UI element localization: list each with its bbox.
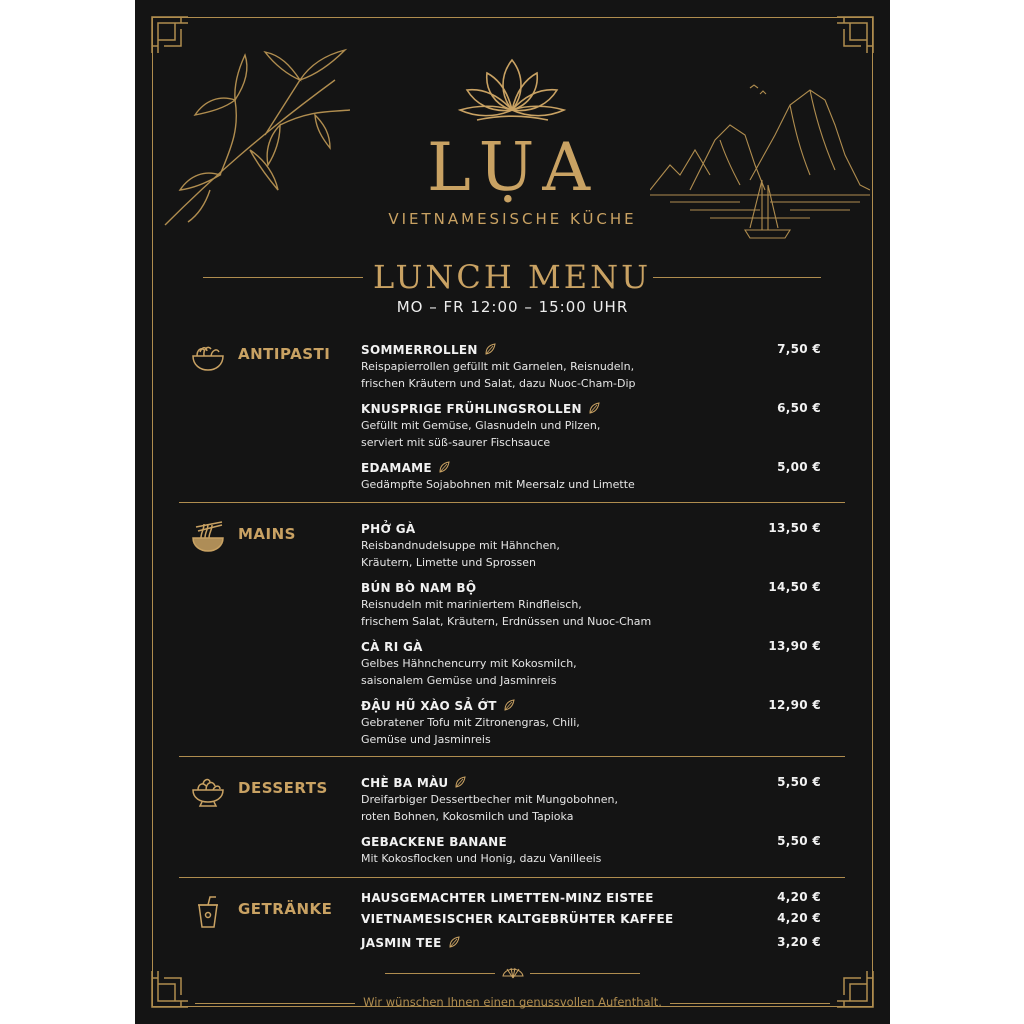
corner-ornament-top-right: [836, 16, 874, 54]
footer-rule-right: [670, 1003, 830, 1004]
item-price: 3,20 €: [777, 935, 821, 949]
item-name: EDAMAME: [361, 460, 825, 476]
menu-item-bun-bo-nam-bo: [361, 580, 825, 630]
menu-item-edamame: [361, 460, 825, 494]
menu-item-gebackene-banane: [361, 834, 825, 868]
vegan-leaf-icon: [503, 699, 515, 711]
drink-cup-icon: [190, 893, 226, 929]
section-divider: [179, 502, 845, 503]
footer-ornament-line-left: [385, 973, 495, 974]
footer-ornament-line-right: [530, 973, 640, 974]
item-name: CHÈ BA MÀU: [361, 775, 825, 791]
item-name: VIETNAMESISCHER KALTGEBRÜHTER KAFFEE: [361, 912, 674, 926]
category-label-mains: MAINS: [238, 525, 296, 543]
item-price: 5,50 €: [777, 834, 821, 848]
item-description: Mit Kokosflocken und Honig, dazu Vanilleeis: [361, 852, 602, 865]
menu-title-row: [203, 259, 821, 299]
item-description: Reisbandnudelsuppe mit Hähnchen, Kräutern, Limette und Sprossen: [361, 539, 560, 569]
footer-ornament: [385, 963, 640, 983]
item-price: 13,90 €: [768, 639, 821, 653]
item-description: Gebratener Tofu mit Zitronengras, Chili, Gemüse und Jasminreis: [361, 716, 580, 746]
fan-icon: [501, 964, 525, 980]
footer-message: Wir wünschen Ihnen einen genussvollen Aufenthalt.: [363, 995, 662, 1009]
item-name: SOMMERROLLEN: [361, 342, 825, 358]
vegan-leaf-icon: [454, 776, 466, 788]
vegan-leaf-icon: [448, 936, 460, 948]
vegan-leaf-icon: [484, 343, 496, 355]
item-name: HAUSGEMACHTER LIMETTEN-MINZ EISTEE: [361, 891, 654, 905]
category-label-desserts: DESSERTS: [238, 779, 328, 797]
item-name: ĐẬU HŨ XÀO SẢ ỚT: [361, 698, 825, 714]
item-name: BÚN BÒ NAM BỘ: [361, 581, 477, 595]
item-price: 5,50 €: [777, 775, 821, 789]
section-divider: [179, 877, 845, 878]
item-description: Gelbes Hähnchencurry mit Kokosmilch, saisonalem Gemüse und Jasminreis: [361, 657, 577, 687]
title-divider-right: [653, 277, 821, 278]
item-price: 7,50 €: [777, 342, 821, 356]
salad-bowl-icon: [190, 338, 226, 374]
menu-title: LUNCH MENU: [372, 258, 652, 296]
vegan-leaf-icon: [588, 402, 600, 414]
menu-item-fruehlingsrollen: [361, 401, 825, 451]
dessert-bowl-icon: [190, 772, 226, 808]
category-label-drinks: GETRÄNKE: [238, 900, 333, 918]
menu-item-pho-ga: [361, 521, 825, 571]
menu-item-dau-hu-xao-sa-ot: [361, 698, 825, 748]
menu-item-ca-ri-ga: [361, 639, 825, 689]
item-price: 6,50 €: [777, 401, 821, 415]
item-price: 4,20 €: [777, 890, 821, 904]
lotus-logo: [455, 55, 570, 125]
menu-item-eistee: [361, 890, 825, 906]
menu-item-sommerrollen: [361, 342, 825, 392]
item-description: Reisnudeln mit mariniertem Rindfleisch, frischem Salat, Kräutern, Erdnüssen und Nuoc-Cham: [361, 598, 652, 628]
menu-card: [135, 0, 890, 1024]
item-name: GEBACKENE BANANE: [361, 835, 508, 849]
noodle-bowl-icon: [190, 518, 226, 554]
menu-item-jasmin-tee: [361, 935, 825, 951]
item-price: 14,50 €: [768, 580, 821, 594]
restaurant-tagline: VIETNAMESISCHE KÜCHE: [388, 210, 637, 228]
item-price: 13,50 €: [768, 521, 821, 535]
item-price: 12,90 €: [768, 698, 821, 712]
item-name: CÀ RI GÀ: [361, 640, 423, 654]
item-name: PHỞ GÀ: [361, 522, 416, 536]
item-name: KNUSPRIGE FRÜHLINGSROLLEN: [361, 401, 825, 417]
item-description: Reispapierrollen gefüllt mit Garnelen, Reisnudeln, frischen Kräutern und Salat, dazu Nuoc-Cham-Dip: [361, 360, 636, 390]
item-description: Gefüllt mit Gemüse, Glasnudeln und Pilzen, serviert mit süß-saurer Fischsauce: [361, 419, 601, 449]
section-divider: [179, 756, 845, 757]
item-price: 4,20 €: [777, 911, 821, 925]
item-price: 5,00 €: [777, 460, 821, 474]
menu-item-kaffee: [361, 911, 825, 927]
category-label-antipasti: ANTIPASTI: [238, 345, 331, 363]
vegan-leaf-icon: [438, 461, 450, 473]
item-name: JASMIN TEE: [361, 935, 825, 951]
menu-item-che-ba-mau: [361, 775, 825, 825]
item-description: Dreifarbiger Dessertbecher mit Mungobohnen, roten Bohnen, Kokosmilch und Tapioka: [361, 793, 618, 823]
opening-hours: MO – FR 12:00 – 15:00 UHR: [396, 298, 629, 316]
item-description: Gedämpfte Sojabohnen mit Meersalz und Limette: [361, 478, 635, 491]
restaurant-name: LỤA: [426, 129, 599, 206]
